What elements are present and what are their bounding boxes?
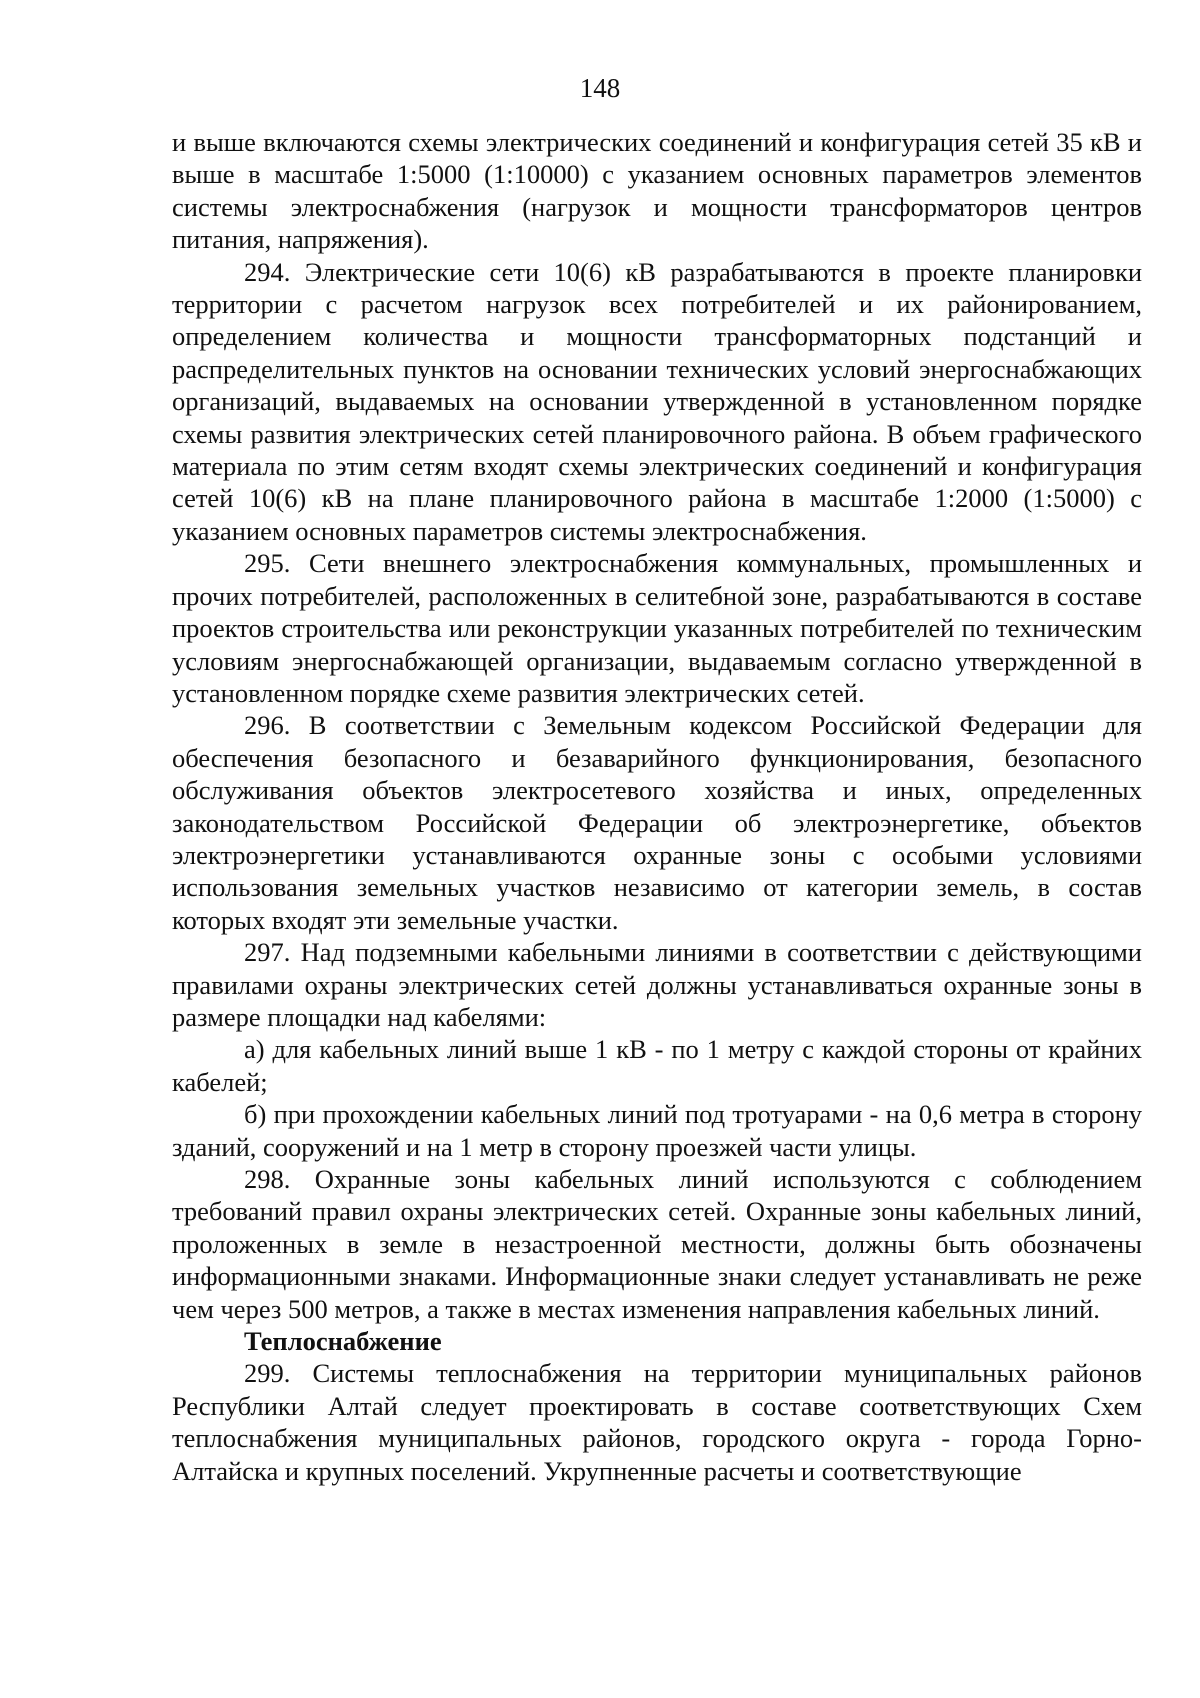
document-body <box>172 126 1142 1487</box>
paragraph-298: 298. Охранные зоны кабельных линий используются с соблюдением требований правил охраны электрических сетей. Охранные зоны кабельных линий, проложенных в земле в незастроенной местности, должны быть обозначены информационными знаками. Информационные знаки следует устанавливать не реже чем через 500 метров, а также в местах изменения направления кабельных линий. <box>172 1164 1142 1324</box>
paragraph-297: 297. Над подземными кабельными линиями в соответствии с действующими правилами охраны электрических сетей должны устанавливаться охранные зоны в размере площадки над кабелями: <box>172 937 1142 1032</box>
paragraph-297-item-b: б) при прохождении кабельных линий под тротуарами - на 0,6 метра в сторону зданий, сооружений и на 1 метр в сторону проезжей части улицы. <box>172 1099 1142 1162</box>
paragraph-299: 299. Системы теплоснабжения на территории муниципальных районов Республики Алтай следует проектировать в составе соответствующих Схем теплоснабжения муниципальных районов, городского округа - города Горно-Алтайска и крупных поселений. Укрупненные расчеты и соответствующие <box>172 1358 1142 1486</box>
paragraph-296: 296. В соответствии с Земельным кодексом Российской Федерации для обеспечения безопасного и безаварийного функционирования, безопасного обслуживания объектов электросетевого хозяйства и иных, определенных законодательством Российской Федерации об электроэнергетике, объектов электроэнергетики устанавливаются охранные зоны с особыми условиями использования земельных участков независимо от категории земель, в состав которых входят эти земельные участки. <box>172 710 1142 935</box>
paragraph-continuation: и выше включаются схемы электрических соединений и конфигурация сетей 35 кВ и выше в масштабе 1:5000 (1:10000) с указанием основных параметров элементов системы электроснабжения (нагрузок и мощности трансформаторов центров питания, напряжения). <box>172 127 1142 255</box>
paragraph-295: 295. Сети внешнего электроснабжения коммунальных, промышленных и прочих потребителей, расположенных в селитебной зоне, разрабатываются в составе проектов строительства или реконструкции указанных потребителей по техническим условиям энергоснабжающей организации, выдаваемым согласно утвержденной в установленном порядке схеме развития электрических сетей. <box>172 548 1142 708</box>
section-heading-heat-supply: Теплоснабжение <box>244 1326 442 1357</box>
page-number: 148 <box>579 73 621 103</box>
paragraph-294: 294. Электрические сети 10(6) кВ разрабатываются в проекте планировки территории с расчетом нагрузок всех потребителей и их районированием, определением количества и мощности трансформаторных подстанций и распределительных пунктов на основании технических условий энергоснабжающих организаций, выдаваемых на основании утвержденной в установленном порядке схемы развития электрических сетей планировочного района. В объем графического материала по этим сетям входят схемы электрических соединений и конфигурация сетей 10(6) кВ на плане планировочного района в масштабе 1:2000 (1:5000) с указанием основных параметров системы электроснабжения. <box>172 256 1142 546</box>
paragraph-297-item-a: а) для кабельных линий выше 1 кВ - по 1 метру с каждой стороны от крайних кабелей; <box>172 1034 1142 1097</box>
